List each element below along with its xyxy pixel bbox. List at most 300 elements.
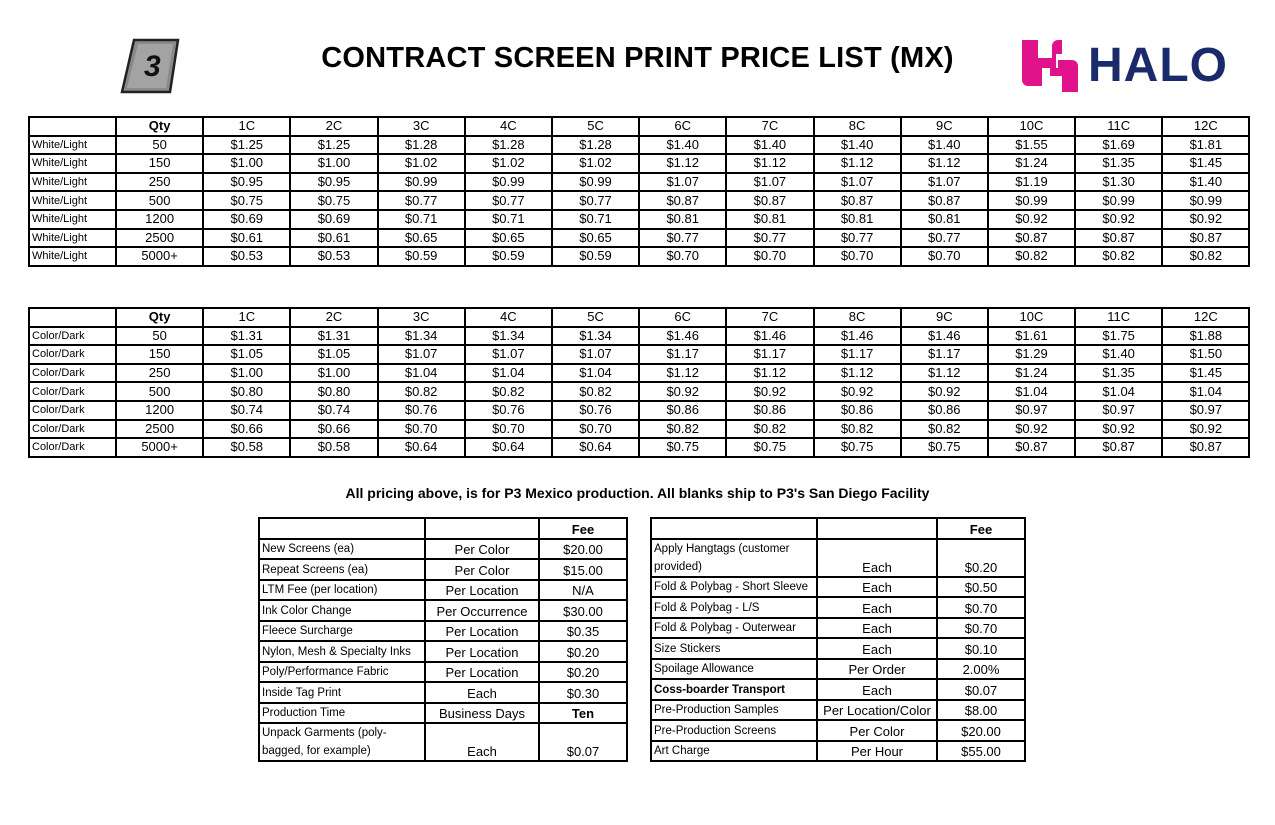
price-cell: $0.66 xyxy=(203,420,290,439)
fee-description: Apply Hangtags (customer provided) xyxy=(651,539,817,577)
price-cell: $0.87 xyxy=(1075,438,1162,457)
price-cell: $0.77 xyxy=(639,229,726,248)
price-cell: $1.28 xyxy=(552,136,639,155)
price-cell: $0.81 xyxy=(814,210,901,229)
price-cell: $1.88 xyxy=(1162,327,1249,346)
column-header: Qty xyxy=(116,117,203,136)
price-cell: $0.69 xyxy=(203,210,290,229)
price-cell: $1.19 xyxy=(988,173,1075,192)
qty-cell: 150 xyxy=(116,345,203,364)
price-cell: $0.80 xyxy=(290,382,377,401)
fee-unit: Per Location xyxy=(425,621,539,642)
price-cell: $0.75 xyxy=(814,438,901,457)
price-cell: $1.31 xyxy=(290,327,377,346)
fee-column-header: Fee xyxy=(539,518,627,539)
price-cell: $0.59 xyxy=(378,247,465,266)
fee-unit: Per Order xyxy=(817,659,937,680)
price-cell: $0.92 xyxy=(1075,210,1162,229)
price-cell: $0.97 xyxy=(988,401,1075,420)
fee-amount: $0.30 xyxy=(539,682,627,703)
fee-unit: Each xyxy=(817,618,937,639)
row-label: Color/Dark xyxy=(29,420,116,439)
fee-unit: Each xyxy=(817,679,937,700)
column-header: 10C xyxy=(988,308,1075,327)
price-cell: $1.02 xyxy=(465,154,552,173)
price-cell: $0.65 xyxy=(465,229,552,248)
fee-unit: Per Location/Color xyxy=(817,700,937,721)
fee-row xyxy=(651,597,1025,618)
svg-text:3: 3 xyxy=(144,50,161,83)
price-cell: $0.86 xyxy=(726,401,813,420)
fee-header-blank xyxy=(425,518,539,539)
fee-row xyxy=(259,662,627,683)
fees-table-right xyxy=(650,517,1026,762)
price-cell: $1.12 xyxy=(901,154,988,173)
halo-wordmark: HALO xyxy=(1088,39,1228,92)
table-row xyxy=(29,327,1249,346)
fee-unit: Per Location xyxy=(425,662,539,683)
qty-cell: 1200 xyxy=(116,210,203,229)
table-row xyxy=(29,364,1249,383)
row-label: White/Light xyxy=(29,247,116,266)
fee-amount: $0.07 xyxy=(539,723,627,761)
price-cell: $0.58 xyxy=(290,438,377,457)
column-header: 2C xyxy=(290,117,377,136)
price-cell: $0.76 xyxy=(465,401,552,420)
fee-row xyxy=(259,703,627,724)
price-cell: $0.92 xyxy=(988,210,1075,229)
fee-description: Nylon, Mesh & Specialty Inks xyxy=(259,641,425,662)
column-header: 9C xyxy=(901,117,988,136)
column-header: 10C xyxy=(988,117,1075,136)
price-cell: $0.70 xyxy=(465,420,552,439)
column-header: 4C xyxy=(465,308,552,327)
fee-description: Pre-Production Screens xyxy=(651,720,817,741)
price-cell: $0.99 xyxy=(1162,191,1249,210)
price-cell: $0.74 xyxy=(203,401,290,420)
qty-cell: 50 xyxy=(116,136,203,155)
price-cell: $0.76 xyxy=(378,401,465,420)
price-cell: $0.77 xyxy=(378,191,465,210)
fee-amount: $8.00 xyxy=(937,700,1025,721)
price-cell: $0.95 xyxy=(290,173,377,192)
fee-amount: $55.00 xyxy=(937,741,1025,762)
price-cell: $1.12 xyxy=(901,364,988,383)
price-cell: $1.02 xyxy=(552,154,639,173)
fee-amount: $15.00 xyxy=(539,559,627,580)
table-row xyxy=(29,154,1249,173)
price-cell: $1.34 xyxy=(465,327,552,346)
price-cell: $0.75 xyxy=(290,191,377,210)
fee-unit: Per Location xyxy=(425,580,539,601)
price-cell: $0.70 xyxy=(814,247,901,266)
table-row xyxy=(29,136,1249,155)
price-cell: $0.75 xyxy=(901,438,988,457)
column-header: 7C xyxy=(726,117,813,136)
fee-description: New Screens (ea) xyxy=(259,539,425,560)
fee-row xyxy=(259,641,627,662)
fee-amount: 2.00% xyxy=(937,659,1025,680)
price-cell: $0.71 xyxy=(465,210,552,229)
price-cell: $0.87 xyxy=(988,229,1075,248)
fee-row xyxy=(259,559,627,580)
price-cell: $1.04 xyxy=(988,382,1075,401)
price-cell: $0.74 xyxy=(290,401,377,420)
price-cell: $1.29 xyxy=(988,345,1075,364)
column-header: 11C xyxy=(1075,308,1162,327)
table-row xyxy=(29,382,1249,401)
qty-cell: 50 xyxy=(116,327,203,346)
price-cell: $0.82 xyxy=(1162,247,1249,266)
column-header: 1C xyxy=(203,308,290,327)
table-row xyxy=(29,173,1249,192)
table-row xyxy=(29,247,1249,266)
fee-description: Fold & Polybag - L/S xyxy=(651,597,817,618)
price-cell: $0.92 xyxy=(814,382,901,401)
table-row xyxy=(29,345,1249,364)
row-label: White/Light xyxy=(29,229,116,248)
fee-row xyxy=(651,741,1025,762)
column-header: 3C xyxy=(378,308,465,327)
fee-row xyxy=(651,539,1025,577)
fee-description: Coss-boarder Transport xyxy=(651,679,817,700)
fee-row xyxy=(259,600,627,621)
price-cell: $0.80 xyxy=(203,382,290,401)
fee-unit: Per Hour xyxy=(817,741,937,762)
price-cell: $0.99 xyxy=(988,191,1075,210)
fee-unit: Per Location xyxy=(425,641,539,662)
qty-cell: 250 xyxy=(116,364,203,383)
price-cell: $1.17 xyxy=(901,345,988,364)
price-cell: $0.64 xyxy=(465,438,552,457)
qty-cell: 2500 xyxy=(116,420,203,439)
fee-header-blank xyxy=(259,518,425,539)
price-cell: $0.86 xyxy=(814,401,901,420)
price-cell: $0.82 xyxy=(465,382,552,401)
price-cell: $0.99 xyxy=(465,173,552,192)
page-title: CONTRACT SCREEN PRINT PRICE LIST (MX) xyxy=(321,42,954,74)
price-cell: $0.81 xyxy=(639,210,726,229)
row-label: White/Light xyxy=(29,154,116,173)
price-cell: $1.61 xyxy=(988,327,1075,346)
row-label: Color/Dark xyxy=(29,327,116,346)
price-cell: $0.82 xyxy=(726,420,813,439)
column-header: 2C xyxy=(290,308,377,327)
fee-unit: Each xyxy=(817,597,937,618)
price-cell: $0.82 xyxy=(639,420,726,439)
table-row xyxy=(29,420,1249,439)
fee-amount: $0.20 xyxy=(539,662,627,683)
fee-description: Poly/Performance Fabric xyxy=(259,662,425,683)
price-cell: $1.07 xyxy=(901,173,988,192)
column-header: 5C xyxy=(552,117,639,136)
table-row xyxy=(29,401,1249,420)
fee-amount: $30.00 xyxy=(539,600,627,621)
price-cell: $0.87 xyxy=(901,191,988,210)
qty-cell: 1200 xyxy=(116,401,203,420)
price-cell: $0.87 xyxy=(726,191,813,210)
fee-row xyxy=(259,580,627,601)
price-cell: $1.25 xyxy=(290,136,377,155)
row-label: Color/Dark xyxy=(29,382,116,401)
price-cell: $1.40 xyxy=(814,136,901,155)
price-cell: $1.17 xyxy=(726,345,813,364)
price-cell: $1.40 xyxy=(726,136,813,155)
price-cell: $0.70 xyxy=(901,247,988,266)
price-cell: $1.40 xyxy=(1162,173,1249,192)
price-cell: $0.92 xyxy=(901,382,988,401)
price-cell: $0.92 xyxy=(1162,210,1249,229)
price-cell: $1.31 xyxy=(203,327,290,346)
qty-cell: 500 xyxy=(116,191,203,210)
qty-cell: 150 xyxy=(116,154,203,173)
price-cell: $1.46 xyxy=(901,327,988,346)
price-cell: $1.45 xyxy=(1162,364,1249,383)
fee-row xyxy=(651,679,1025,700)
price-cell: $0.82 xyxy=(1075,247,1162,266)
price-cell: $1.12 xyxy=(814,154,901,173)
fee-description: Fold & Polybag - Short Sleeve xyxy=(651,577,817,598)
price-cell: $1.05 xyxy=(290,345,377,364)
price-cell: $0.82 xyxy=(901,420,988,439)
table-header-row xyxy=(29,308,1249,327)
price-cell: $0.87 xyxy=(814,191,901,210)
price-cell: $0.81 xyxy=(726,210,813,229)
fee-description: Pre-Production Samples xyxy=(651,700,817,721)
fee-amount: $0.20 xyxy=(937,539,1025,577)
price-cell: $0.82 xyxy=(552,382,639,401)
table-row xyxy=(29,438,1249,457)
price-cell: $1.12 xyxy=(639,364,726,383)
price-cell: $0.92 xyxy=(1162,420,1249,439)
row-label: White/Light xyxy=(29,173,116,192)
row-label: White/Light xyxy=(29,191,116,210)
fee-amount: N/A xyxy=(539,580,627,601)
price-cell: $1.02 xyxy=(378,154,465,173)
fee-row xyxy=(651,638,1025,659)
fee-description: Art Charge xyxy=(651,741,817,762)
price-cell: $1.28 xyxy=(378,136,465,155)
price-cell: $1.04 xyxy=(465,364,552,383)
price-cell: $1.04 xyxy=(378,364,465,383)
qty-cell: 500 xyxy=(116,382,203,401)
fee-amount: Ten xyxy=(539,703,627,724)
price-cell: $1.75 xyxy=(1075,327,1162,346)
column-header: 8C xyxy=(814,117,901,136)
price-cell: $0.77 xyxy=(814,229,901,248)
qty-cell: 250 xyxy=(116,173,203,192)
fee-header-row xyxy=(259,518,627,539)
fee-header-blank xyxy=(651,518,817,539)
qty-cell: 2500 xyxy=(116,229,203,248)
fee-amount: $0.20 xyxy=(539,641,627,662)
price-cell: $1.46 xyxy=(639,327,726,346)
price-cell: $1.04 xyxy=(552,364,639,383)
price-cell: $0.77 xyxy=(465,191,552,210)
price-cell: $1.45 xyxy=(1162,154,1249,173)
price-cell: $0.99 xyxy=(552,173,639,192)
price-cell: $1.24 xyxy=(988,364,1075,383)
price-cell: $0.53 xyxy=(203,247,290,266)
price-cell: $1.12 xyxy=(726,364,813,383)
column-header: 3C xyxy=(378,117,465,136)
fee-amount: $20.00 xyxy=(539,539,627,560)
price-cell: $0.82 xyxy=(378,382,465,401)
price-cell: $0.97 xyxy=(1075,401,1162,420)
price-cell: $0.86 xyxy=(639,401,726,420)
color-dark-price-table xyxy=(28,307,1250,458)
column-header: 1C xyxy=(203,117,290,136)
price-cell: $1.12 xyxy=(726,154,813,173)
price-cell: $1.07 xyxy=(814,173,901,192)
fee-row xyxy=(651,659,1025,680)
price-cell: $0.92 xyxy=(639,382,726,401)
fee-description: Ink Color Change xyxy=(259,600,425,621)
price-cell: $0.87 xyxy=(988,438,1075,457)
column-header: 12C xyxy=(1162,117,1249,136)
price-cell: $0.82 xyxy=(988,247,1075,266)
fee-row xyxy=(651,720,1025,741)
price-cell: $1.04 xyxy=(1075,382,1162,401)
price-cell: $0.99 xyxy=(378,173,465,192)
price-cell: $0.64 xyxy=(378,438,465,457)
price-cell: $0.87 xyxy=(639,191,726,210)
price-cell: $0.87 xyxy=(1162,438,1249,457)
price-cell: $1.00 xyxy=(290,154,377,173)
price-cell: $0.70 xyxy=(726,247,813,266)
price-cell: $0.61 xyxy=(290,229,377,248)
price-cell: $1.34 xyxy=(552,327,639,346)
price-cell: $0.70 xyxy=(639,247,726,266)
fee-description: Repeat Screens (ea) xyxy=(259,559,425,580)
price-cell: $0.65 xyxy=(378,229,465,248)
fee-description: Production Time xyxy=(259,703,425,724)
row-label: Color/Dark xyxy=(29,345,116,364)
fee-description: Inside Tag Print xyxy=(259,682,425,703)
price-cell: $0.59 xyxy=(552,247,639,266)
price-cell: $1.00 xyxy=(290,364,377,383)
price-cell: $1.28 xyxy=(465,136,552,155)
row-label: White/Light xyxy=(29,136,116,155)
column-header: 11C xyxy=(1075,117,1162,136)
fee-row xyxy=(259,539,627,560)
price-cell: $1.07 xyxy=(552,345,639,364)
price-cell: $0.76 xyxy=(552,401,639,420)
price-cell: $0.69 xyxy=(290,210,377,229)
price-cell: $1.07 xyxy=(465,345,552,364)
fee-amount: $0.50 xyxy=(937,577,1025,598)
price-cell: $0.70 xyxy=(378,420,465,439)
price-cell: $1.12 xyxy=(639,154,726,173)
row-label: Color/Dark xyxy=(29,401,116,420)
price-cell: $0.77 xyxy=(552,191,639,210)
price-cell: $1.24 xyxy=(988,154,1075,173)
price-cell: $0.77 xyxy=(726,229,813,248)
fee-header-row xyxy=(651,518,1025,539)
price-cell: $1.50 xyxy=(1162,345,1249,364)
fee-description: Spoilage Allowance xyxy=(651,659,817,680)
price-cell: $1.35 xyxy=(1075,154,1162,173)
price-cell: $1.07 xyxy=(378,345,465,364)
fee-description: Size Stickers xyxy=(651,638,817,659)
table-row xyxy=(29,191,1249,210)
column-header xyxy=(29,308,116,327)
price-cell: $0.70 xyxy=(552,420,639,439)
column-header: 4C xyxy=(465,117,552,136)
price-cell: $1.00 xyxy=(203,154,290,173)
price-cell: $0.71 xyxy=(378,210,465,229)
price-cell: $0.75 xyxy=(639,438,726,457)
row-label: White/Light xyxy=(29,210,116,229)
column-header: 9C xyxy=(901,308,988,327)
price-cell: $0.71 xyxy=(552,210,639,229)
fee-unit: Each xyxy=(817,577,937,598)
price-cell: $0.75 xyxy=(203,191,290,210)
price-cell: $0.86 xyxy=(901,401,988,420)
price-cell: $1.55 xyxy=(988,136,1075,155)
price-cell: $0.97 xyxy=(1162,401,1249,420)
fee-row xyxy=(259,682,627,703)
fee-amount: $0.10 xyxy=(937,638,1025,659)
fee-unit: Per Color xyxy=(425,539,539,560)
fee-row xyxy=(651,618,1025,639)
price-cell: $0.92 xyxy=(726,382,813,401)
price-cell: $1.17 xyxy=(814,345,901,364)
fee-row xyxy=(651,577,1025,598)
column-header: 6C xyxy=(639,117,726,136)
price-cell: $1.04 xyxy=(1162,382,1249,401)
price-cell: $0.53 xyxy=(290,247,377,266)
price-cell: $1.05 xyxy=(203,345,290,364)
price-cell: $1.12 xyxy=(814,364,901,383)
price-cell: $0.82 xyxy=(814,420,901,439)
fee-amount: $0.35 xyxy=(539,621,627,642)
price-cell: $1.69 xyxy=(1075,136,1162,155)
column-header xyxy=(29,117,116,136)
pricing-note: All pricing above, is for P3 Mexico production. All blanks ship to P3's San Diego Facility xyxy=(345,485,930,501)
fee-column-header: Fee xyxy=(937,518,1025,539)
fee-row xyxy=(259,621,627,642)
column-header: 6C xyxy=(639,308,726,327)
fee-unit: Per Occurrence xyxy=(425,600,539,621)
price-cell: $1.07 xyxy=(639,173,726,192)
price-cell: $1.34 xyxy=(378,327,465,346)
fee-unit: Per Color xyxy=(425,559,539,580)
price-cell: $1.81 xyxy=(1162,136,1249,155)
price-cell: $1.40 xyxy=(639,136,726,155)
fee-row xyxy=(259,723,627,761)
fee-amount: $20.00 xyxy=(937,720,1025,741)
fee-header-blank xyxy=(817,518,937,539)
column-header: 7C xyxy=(726,308,813,327)
price-cell: $0.66 xyxy=(290,420,377,439)
column-header: 12C xyxy=(1162,308,1249,327)
price-cell: $1.00 xyxy=(203,364,290,383)
price-cell: $0.75 xyxy=(726,438,813,457)
column-header: Qty xyxy=(116,308,203,327)
fee-unit: Each xyxy=(425,723,539,761)
price-cell: $1.07 xyxy=(726,173,813,192)
fee-description: LTM Fee (per location) xyxy=(259,580,425,601)
price-cell: $0.65 xyxy=(552,229,639,248)
price-cell: $1.40 xyxy=(1075,345,1162,364)
fee-unit: Per Color xyxy=(817,720,937,741)
table-row xyxy=(29,229,1249,248)
fee-amount: $0.70 xyxy=(937,597,1025,618)
fee-amount: $0.07 xyxy=(937,679,1025,700)
price-cell: $1.35 xyxy=(1075,364,1162,383)
table-header-row xyxy=(29,117,1249,136)
